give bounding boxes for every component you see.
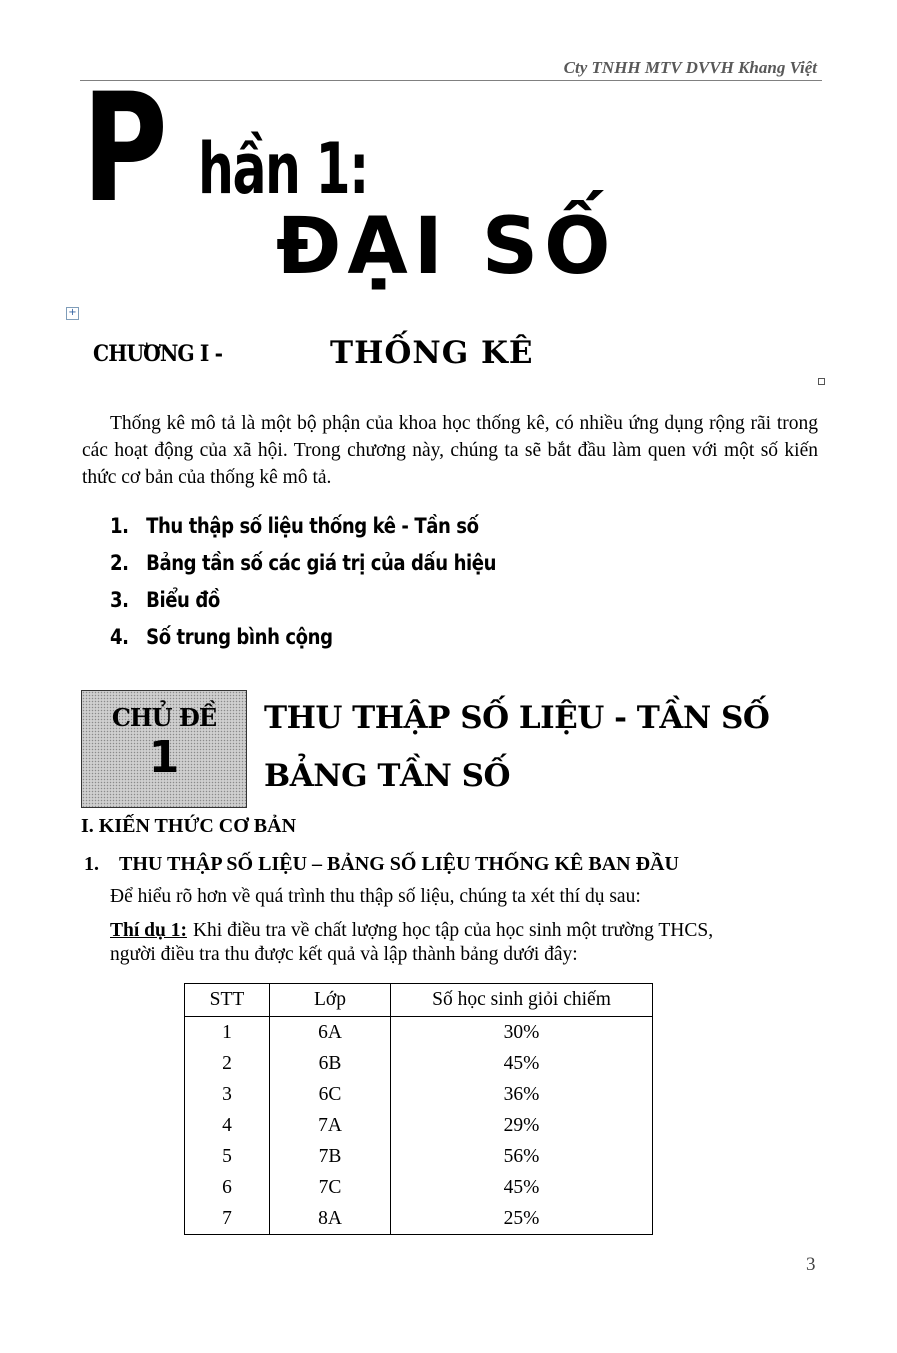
column-header-class: Lớp [270, 984, 391, 1017]
list-item-number: 1. [110, 514, 129, 538]
chapter-label: CHƯƠNG I - [93, 341, 223, 367]
cell-stt: 2 [185, 1048, 270, 1079]
page-number: 3 [806, 1254, 816, 1275]
cell-stt: 3 [185, 1079, 270, 1110]
part-title: hần 1: [198, 128, 368, 210]
cell-class: 6C [270, 1079, 391, 1110]
list-item [110, 514, 496, 551]
table-resize-handle-icon[interactable] [818, 378, 825, 385]
cell-class: 6A [270, 1017, 391, 1049]
subject-title: ĐẠI SỐ [276, 202, 617, 292]
body-paragraph: Để hiểu rõ hơn về quá trình thu thập số liệu, chúng ta xét thí dụ sau: [110, 886, 641, 907]
topic-badge-number: 1 [148, 732, 180, 783]
cell-stt: 4 [185, 1110, 270, 1141]
header-divider [80, 80, 822, 81]
example-text-continued: người điều tra thu được kết quả và lập thành bảng dưới đây: [110, 944, 578, 965]
cell-percent: 29% [503, 1114, 540, 1136]
list-item [110, 551, 496, 588]
cell-stt: 6 [185, 1172, 270, 1203]
table-row [185, 1203, 653, 1235]
topic-badge-label: CHỦ ĐỀ [111, 703, 217, 732]
list-item [110, 588, 496, 625]
list-item-text: Biểu đồ [146, 588, 220, 612]
cell-percent: 56% [503, 1145, 540, 1167]
column-header-stt: STT [185, 984, 270, 1017]
section-heading: I. KIẾN THỨC CƠ BẢN [81, 815, 297, 837]
table-header-row [185, 984, 653, 1017]
cell-percent: 36% [503, 1083, 540, 1105]
list-item-text: Bảng tần số các giá trị của dấu hiệu [146, 551, 497, 575]
list-item-number: 3. [110, 588, 129, 612]
topic-badge [81, 690, 247, 808]
intro-paragraph: Thống kê mô tả là một bộ phận của khoa học thống kê, có nhiều ứng dụng rộng rãi trong các hoạt động của xã hội. Trong chương này, chúng ta sẽ bắt đầu làm quen với một số kiến thức cơ bản của thống kê mô tả. [82, 413, 818, 488]
cell-stt: 5 [185, 1141, 270, 1172]
example-paragraph [110, 917, 818, 944]
cell-stt: 7 [185, 1203, 270, 1235]
table-row [185, 1017, 653, 1049]
subsection-number: 1. [84, 853, 99, 875]
cell-class: 7C [270, 1172, 391, 1203]
list-item-number: 2. [110, 551, 129, 575]
part-initial-letter: P [82, 62, 165, 236]
list-item-number: 4. [110, 625, 129, 649]
table-row [185, 1172, 653, 1203]
header-company: Cty TNHH MTV DVVH Khang Việt [563, 58, 817, 77]
cell-class: 7A [270, 1110, 391, 1141]
list-item-text: Thu thập số liệu thống kê - Tần số [146, 514, 479, 538]
cell-percent: 45% [503, 1052, 540, 1074]
cell-percent: 45% [503, 1176, 540, 1198]
students-table [184, 983, 653, 1235]
column-header-percent: Số học sinh giỏi chiếm [391, 984, 653, 1017]
chapter-contents-list [110, 514, 559, 662]
topic-title-line1: THU THẬP SỐ LIỆU - TẦN SỐ [264, 700, 770, 736]
cell-class: 7B [270, 1141, 391, 1172]
table-row [185, 1048, 653, 1079]
table-row [185, 1141, 653, 1172]
cell-class: 8A [270, 1203, 391, 1235]
table-move-handle-icon[interactable]: + [66, 307, 79, 320]
list-item-text: Số trung bình cộng [146, 625, 333, 649]
cell-percent: 30% [503, 1021, 540, 1043]
subsection-heading [84, 853, 679, 876]
cell-stt: 1 [185, 1017, 270, 1049]
cell-class: 6B [270, 1048, 391, 1079]
cell-percent: 25% [503, 1207, 540, 1229]
example-text: Khi điều tra về chất lượng học tập của học sinh một trường THCS, [192, 920, 714, 941]
topic-title-line2: BẢNG TẦN SỐ [264, 758, 510, 794]
list-item [110, 625, 496, 662]
table-row [185, 1079, 653, 1110]
example-label: Thí dụ 1: [110, 920, 187, 941]
subsection-title: THU THẬP SỐ LIỆU – BẢNG SỐ LIỆU THỐNG KÊ BAN ĐẦU [119, 853, 679, 875]
chapter-title: THỐNG KÊ [330, 335, 534, 371]
table-row [185, 1110, 653, 1141]
